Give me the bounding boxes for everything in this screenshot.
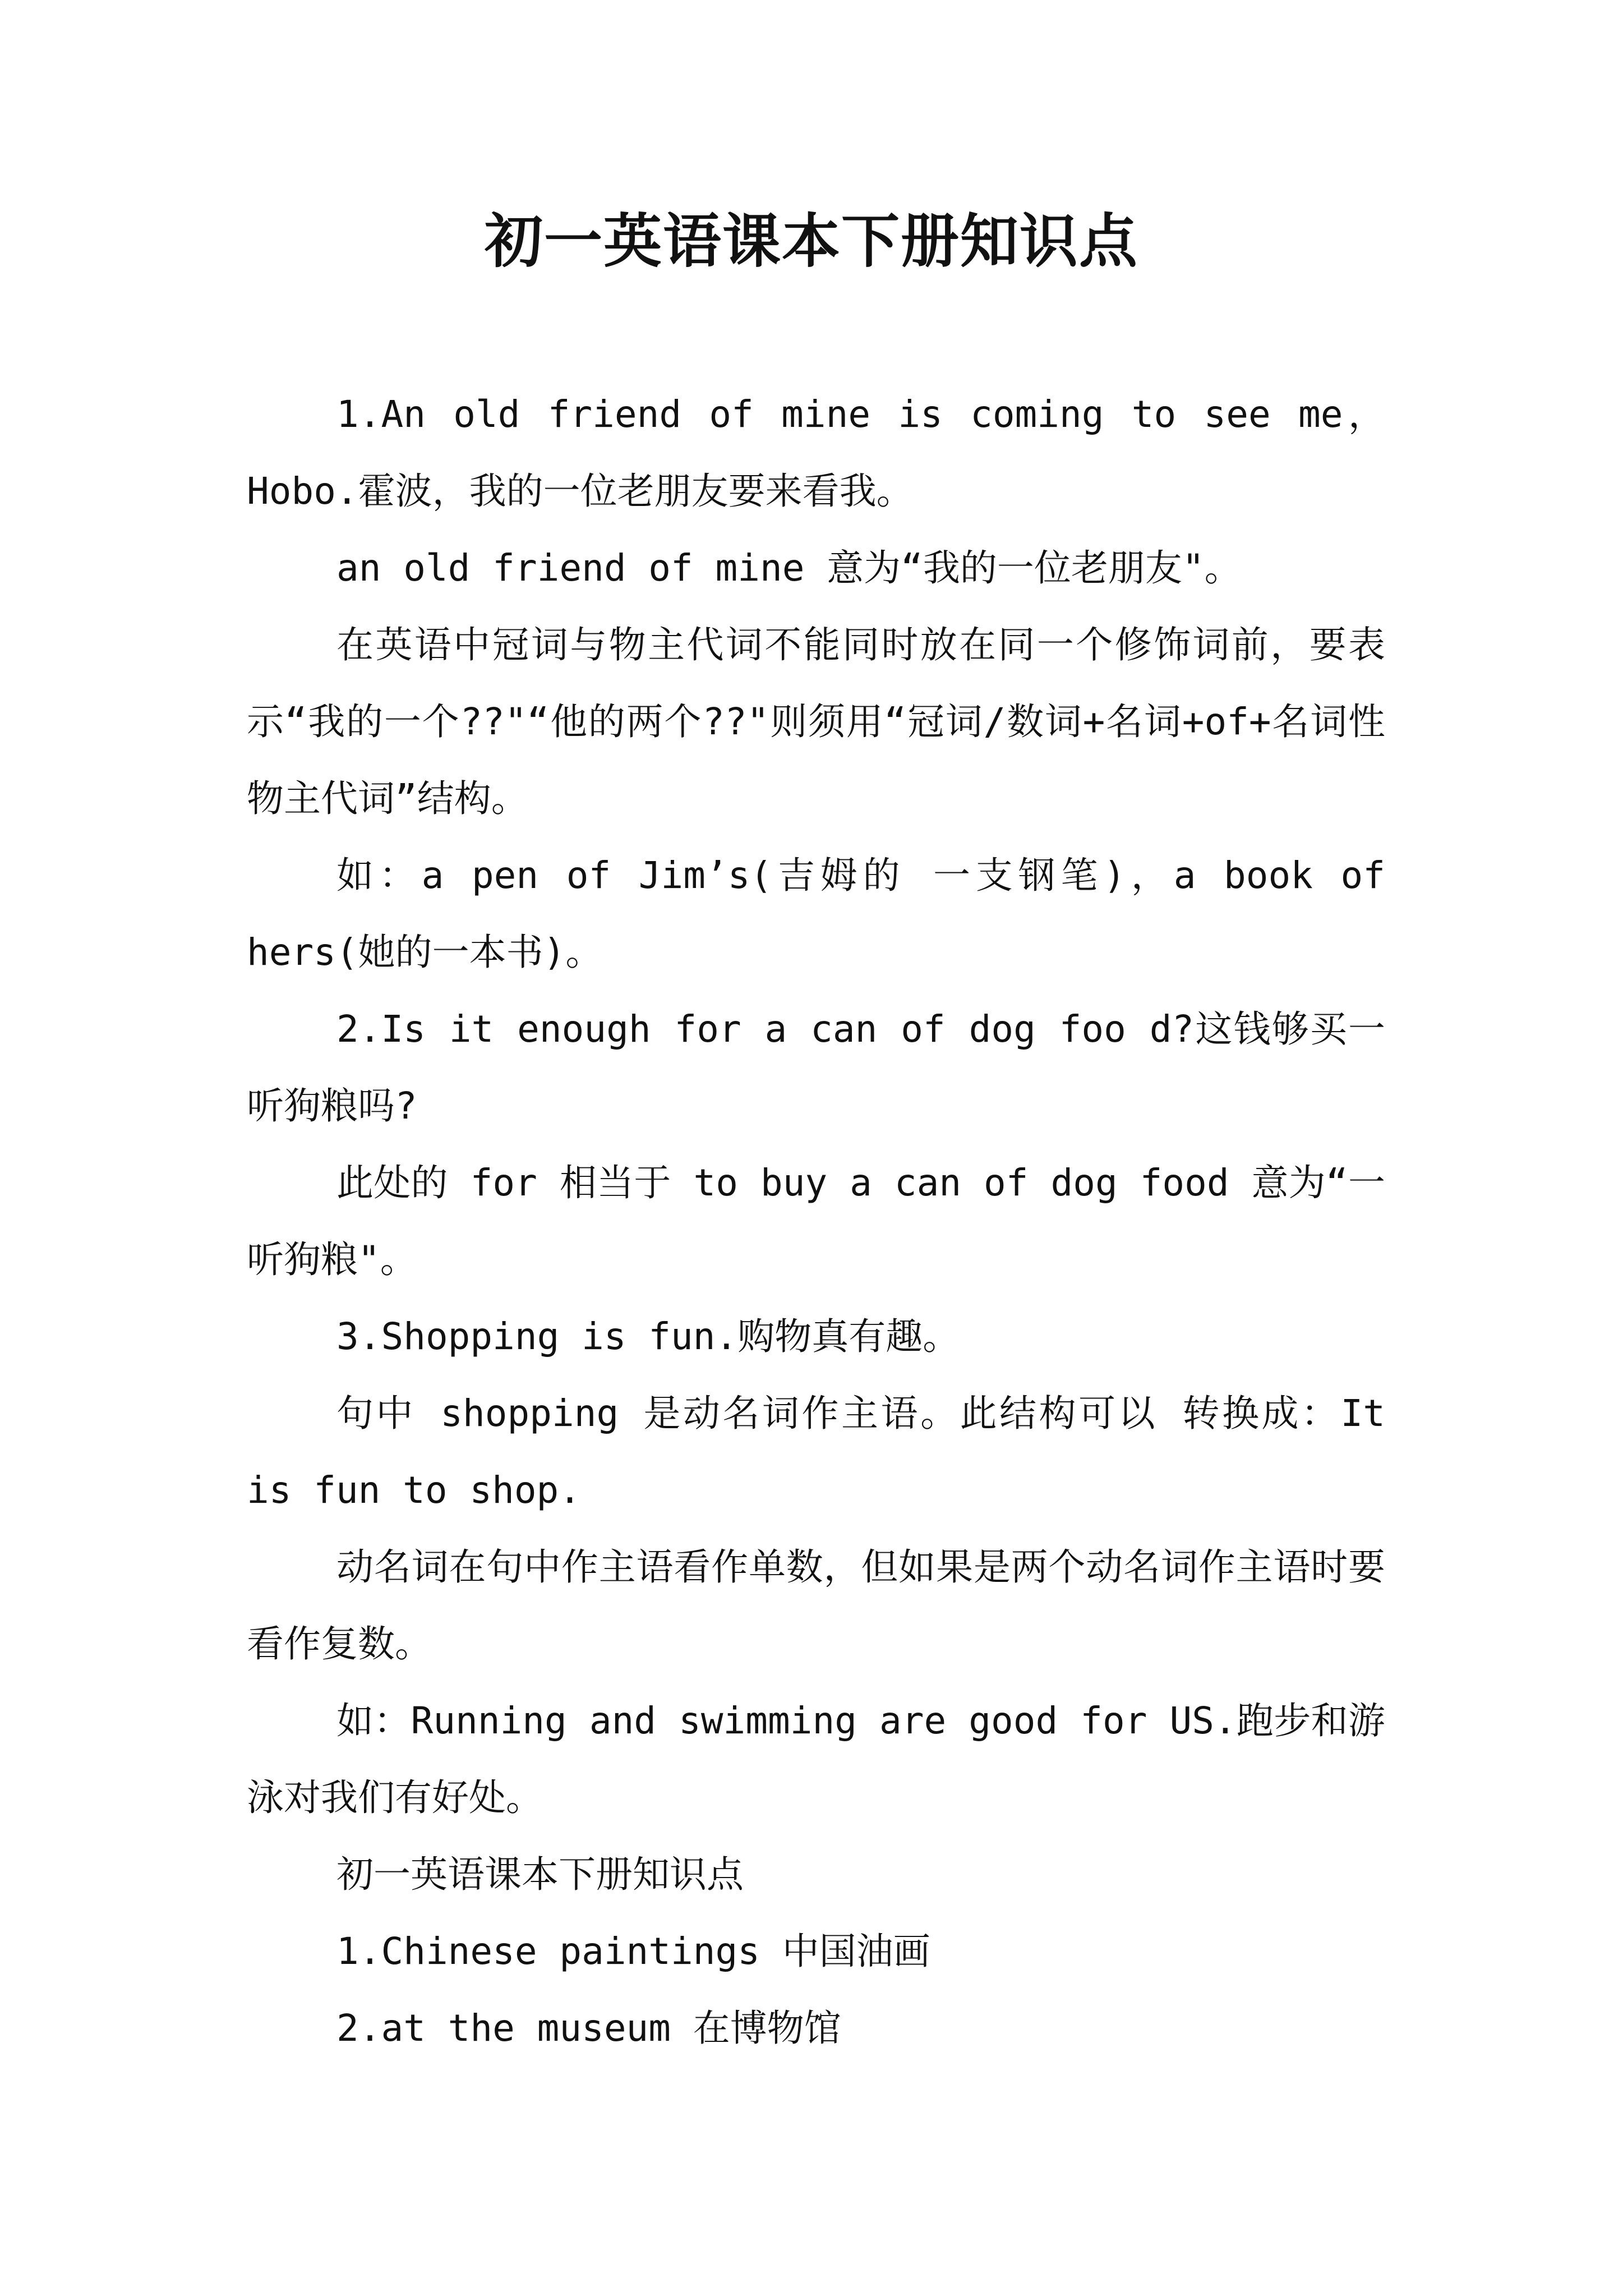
document-title: 初一英语课本下册知识点: [484, 206, 1138, 275]
paragraph: an old friend of mine 意为“我的一位老朋友"。: [336, 546, 1242, 590]
document-body: [247, 376, 1385, 2067]
paragraph: 1.An old friend of mine is coming to see me，Hobo.霍波，我的一位老朋友要来看我。: [247, 393, 1385, 513]
paragraph: 句中 shopping 是动名词作主语。此结构可以 转换成：It is fun to shop.: [247, 1392, 1385, 1512]
list-item: 1.Chinese paintings 中国油画: [336, 1930, 930, 1973]
paragraph: 动名词在句中作主语看作单数，但如果是两个动名词作主语时要看作复数。: [247, 1545, 1385, 1665]
section-heading: 初一英语课本下册知识点: [336, 1853, 744, 1896]
paragraph: 如：a pen of Jim’s(吉姆的 一支钢笔)，a book of hers(她的一本书)。: [247, 854, 1385, 974]
paragraph: 2.Is it enough for a can of dog foo d?这钱够买一听狗粮吗?: [247, 1007, 1385, 1128]
paragraph: 如：Running and swimming are good for US.跑步和游泳对我们有好处。: [247, 1699, 1385, 1819]
paragraph: 此处的 for 相当于 to buy a can of dog food 意为“一听狗粮"。: [247, 1161, 1385, 1281]
list-item: 2.at the museum 在博物馆: [336, 2007, 841, 2050]
paragraph: 3.Shopping is fun.购物真有趣。: [336, 1315, 960, 1358]
paragraph: 在英语中冠词与物主代词不能同时放在同一个修饰词前，要表示“我的一个??"“他的两个??"则须用“冠词/数词+名词+of+名词性物主代词”结构。: [247, 623, 1385, 820]
